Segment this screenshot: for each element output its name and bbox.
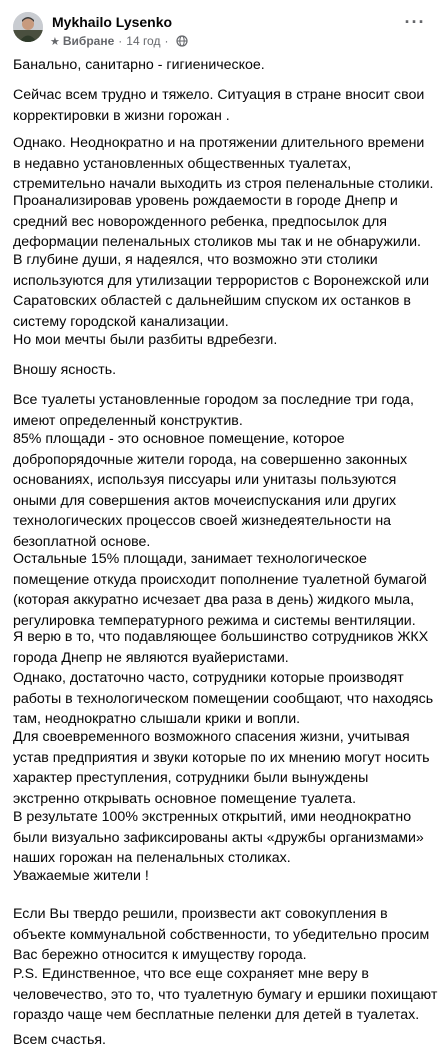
post-paragraph <box>13 429 407 552</box>
post-paragraph <box>13 191 421 253</box>
paragraph-line: Вношу ясность. <box>13 362 117 378</box>
paragraph-line: Саратовских областей с дальнейшим спуском их останков в <box>13 293 411 309</box>
paragraph-line: В результате 100% экстренных открытий, ими неоднократно <box>13 809 412 825</box>
post-paragraph <box>13 549 427 631</box>
author-name[interactable]: Mykhailo Lysenko <box>52 14 173 30</box>
paragraph-line: (которая аккуратно исчезает два раза в день) жидкого мыла, <box>13 592 415 608</box>
paragraph-line: стремительно начали выходить из строя пеленальные столики. <box>13 176 434 192</box>
post-paragraph <box>13 727 430 809</box>
post-paragraph <box>13 360 116 381</box>
paragraph-line: Банально, санитарно - гигиеническое. <box>13 57 265 73</box>
post-time[interactable]: 14 год <box>126 34 161 48</box>
paragraph-line: основаниях, используя писсуары или унитазы пользуются <box>13 472 397 488</box>
paragraph-line: Остальные 15% площади, занимает технологическое <box>13 551 367 567</box>
paragraph-line: устав предприятия и звуки которые по их мнению могут носить <box>13 749 430 766</box>
post-paragraph <box>13 668 433 730</box>
paragraph-line: Всем счастья. <box>13 1032 106 1048</box>
post-paragraph <box>13 390 414 431</box>
paragraph-line: помещение откуда происходит пополнение туалетной бумагой <box>13 571 427 588</box>
meta-separator: · <box>118 34 123 48</box>
paragraph-line: систему городской канализации. <box>13 313 229 330</box>
post-paragraph <box>13 904 429 966</box>
globe-icon <box>176 35 188 47</box>
star-icon: ★ <box>50 35 60 48</box>
post-header <box>0 0 440 60</box>
author-avatar[interactable] <box>13 12 43 42</box>
paragraph-line: Все туалеты установленные городом за последние три года, <box>13 392 414 408</box>
paragraph-line: Однако, достаточно часто, сотрудники которые производят <box>13 670 404 686</box>
paragraph-line: используются для утилизации террористов с Воронежской или <box>13 272 430 289</box>
paragraph-line: Для своевременного возможного спасения жизни, учитывая <box>13 729 410 745</box>
paragraph-line: регулировка температурного режима и системы вентиляции. <box>13 612 416 629</box>
paragraph-line: безоплатной основе. <box>13 533 151 550</box>
more-options-button[interactable]: ··· <box>404 11 426 32</box>
paragraph-line: корректировки в жизни горожан . <box>13 107 230 124</box>
paragraph-line: В глубине души, я надеялся, что возможно эти столики <box>13 252 378 268</box>
paragraph-line: технологических процессов своей жизнедеятельности на <box>13 513 392 529</box>
favorites-label[interactable]: Вибране <box>62 34 115 48</box>
paragraph-line: Проанализировав уровень рождаемости в городе Днепр и <box>13 193 398 209</box>
post-paragraph <box>13 627 428 668</box>
post-paragraph <box>13 55 265 76</box>
paragraph-line: были визуально зафиксированы акты «дружбы организмами» <box>13 829 424 846</box>
paragraph-line: гораздо чаще чем бесплатные пеленки для детей в туалетах. <box>13 1007 420 1023</box>
paragraph-line: Вас бережно относится к имуществу города. <box>13 947 307 963</box>
post-paragraph <box>13 133 433 195</box>
paragraph-line: Но мои мечты были разбиты вдребезги. <box>13 332 278 348</box>
paragraph-line: характер преступления, сотрудники были вынуждены <box>13 770 369 786</box>
post-paragraph <box>13 85 424 126</box>
paragraph-line: объекте коммунальной собственности, то убедительно просим <box>13 926 430 943</box>
paragraph-line: Сейчас всем трудно и тяжело. Ситуация в стране вносит свои <box>13 87 425 103</box>
paragraph-line: добропорядочные жители города, на совершенно законных <box>13 451 408 468</box>
paragraph-line: экстренно открывать основное помещение туалета. <box>13 790 357 807</box>
post-paragraph <box>13 1030 106 1051</box>
paragraph-line: имеют определенный конструктив. <box>13 412 243 429</box>
paragraph-line: Если Вы твердо решили, произвести акт совокупления в <box>13 906 388 922</box>
paragraph-line: деформации пеленальных столиков мы так и не обнаружили. <box>13 234 421 250</box>
paragraph-line: наших горожан на пеленальных столиках. <box>13 850 291 866</box>
paragraph-line: Однако. Неоднократно и на протяжении длительного времени <box>13 135 425 151</box>
paragraph-line: в недавно установленных общественных туалетах, <box>13 155 352 172</box>
post-paragraph <box>13 807 424 869</box>
paragraph-line: работы в технологическом помещении сообщают, что находясь <box>13 690 434 707</box>
post-paragraph <box>13 250 429 332</box>
paragraph-line: 85% площади - это основное помещение, которое <box>13 431 345 447</box>
paragraph-line: средний вес новорожденного ребенка, предпосылок для <box>13 213 387 230</box>
post-paragraph <box>13 866 149 887</box>
paragraph-line: города Днепр не являются вуайеристами. <box>13 649 289 666</box>
paragraph-line: оными для совершения актов мочеиспускания или других <box>13 492 397 509</box>
paragraph-line: там, неоднократно слышали крики и вопли. <box>13 711 301 727</box>
paragraph-line: человечество, это то, что туалетную бумагу и ершики похищают <box>13 986 438 1003</box>
post-paragraph <box>13 964 437 1026</box>
post-meta <box>50 33 188 49</box>
meta-separator-2: · <box>164 34 169 48</box>
post-paragraph <box>13 330 277 351</box>
paragraph-line: Уважаемые жители ! <box>13 868 149 884</box>
paragraph-line: P.S. Единственное, что все еще сохраняет мне веру в <box>13 966 369 982</box>
paragraph-line: Я верю в то, что подавляющее большинство сотрудников ЖКХ <box>13 629 429 645</box>
